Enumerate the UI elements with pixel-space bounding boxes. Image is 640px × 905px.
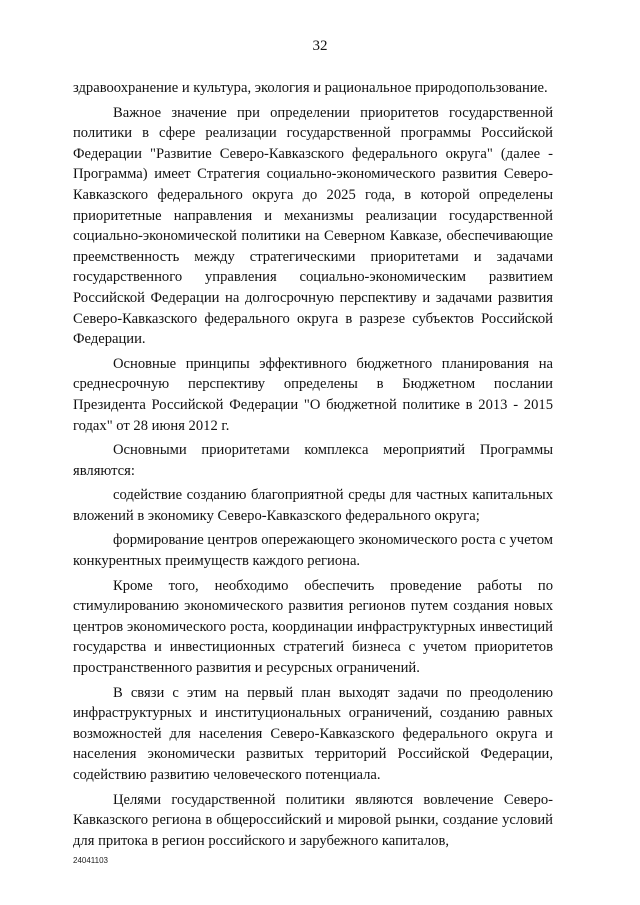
page-number: 32 xyxy=(312,38,328,54)
paragraph-strategy: Важное значение при определении приоритетов государственной политики в сфере реализации государственной программы Российской Федерации "Развитие Северо-Кавказского федерального округа" (далее - Программа) имеет Стратегия социально-экономического развития Северо-Кавказского федерального округа до 2025 года, в которой определены приоритетные направления и механизмы реализации государственной социально-экономической политики на Северном Кавказе, обеспечивающие преемственность между стратегическими приоритетами и задачами государственного управления социально-экономическим развитием Российской Федерации на долгосрочную перспективу и задачами развития Северо-Кавказского федерального округа в разрезе субъектов Российской Федерации. xyxy=(73,104,553,348)
paragraph-policy-goals: Целями государственной политики являются вовлечение Северо-Кавказского региона в общероссийский и мировой рынки, создание условий для притока в регион российского и зарубежного капиталов, xyxy=(73,791,553,849)
paragraph-budget-principles: Основные принципы эффективного бюджетного планирования на среднесрочную перспективу определены в Бюджетном послании Президента Российской Федерации "О бюджетной политике в 2013 - 2015 годах" от 28 июня 2012 г. xyxy=(73,355,553,434)
paragraph-infrastructure-tasks: В связи с этим на первый план выходят задачи по преодолению инфраструктурных и институциональных ограничений, созданию равных возможностей для населения Северо-Кавказского федерального округа и населения экономически развитых территорий Российской Федерации, содействию развитию человеческого потенциала. xyxy=(73,684,553,783)
paragraph-continuation: здравоохранение и культура, экология и рациональное природопользование. xyxy=(73,80,548,96)
list-item-growth-centers: формирование центров опережающего экономического роста с учетом конкурентных преимуществ каждого региона. xyxy=(73,532,553,570)
paragraph-priorities-intro: Основными приоритетами комплекса мероприятий Программы являются: xyxy=(73,442,553,479)
document-body xyxy=(73,78,553,851)
paragraph-regional-development: Кроме того, необходимо обеспечить проведение работы по стимулированию экономического развития регионов путем создания новых центров экономического роста, координации инфраструктурных инвестиций государства и инвестиционных стратегий бизнеса с учетом приоритетов пространственного развития и ресурсных ограничений. xyxy=(73,577,553,677)
footer-document-code: 24041103 xyxy=(73,856,108,865)
list-item-investment-environment: содействие созданию благоприятной среды для частных капитальных вложений в экономику Северо-Кавказского федерального округа; xyxy=(73,487,553,524)
